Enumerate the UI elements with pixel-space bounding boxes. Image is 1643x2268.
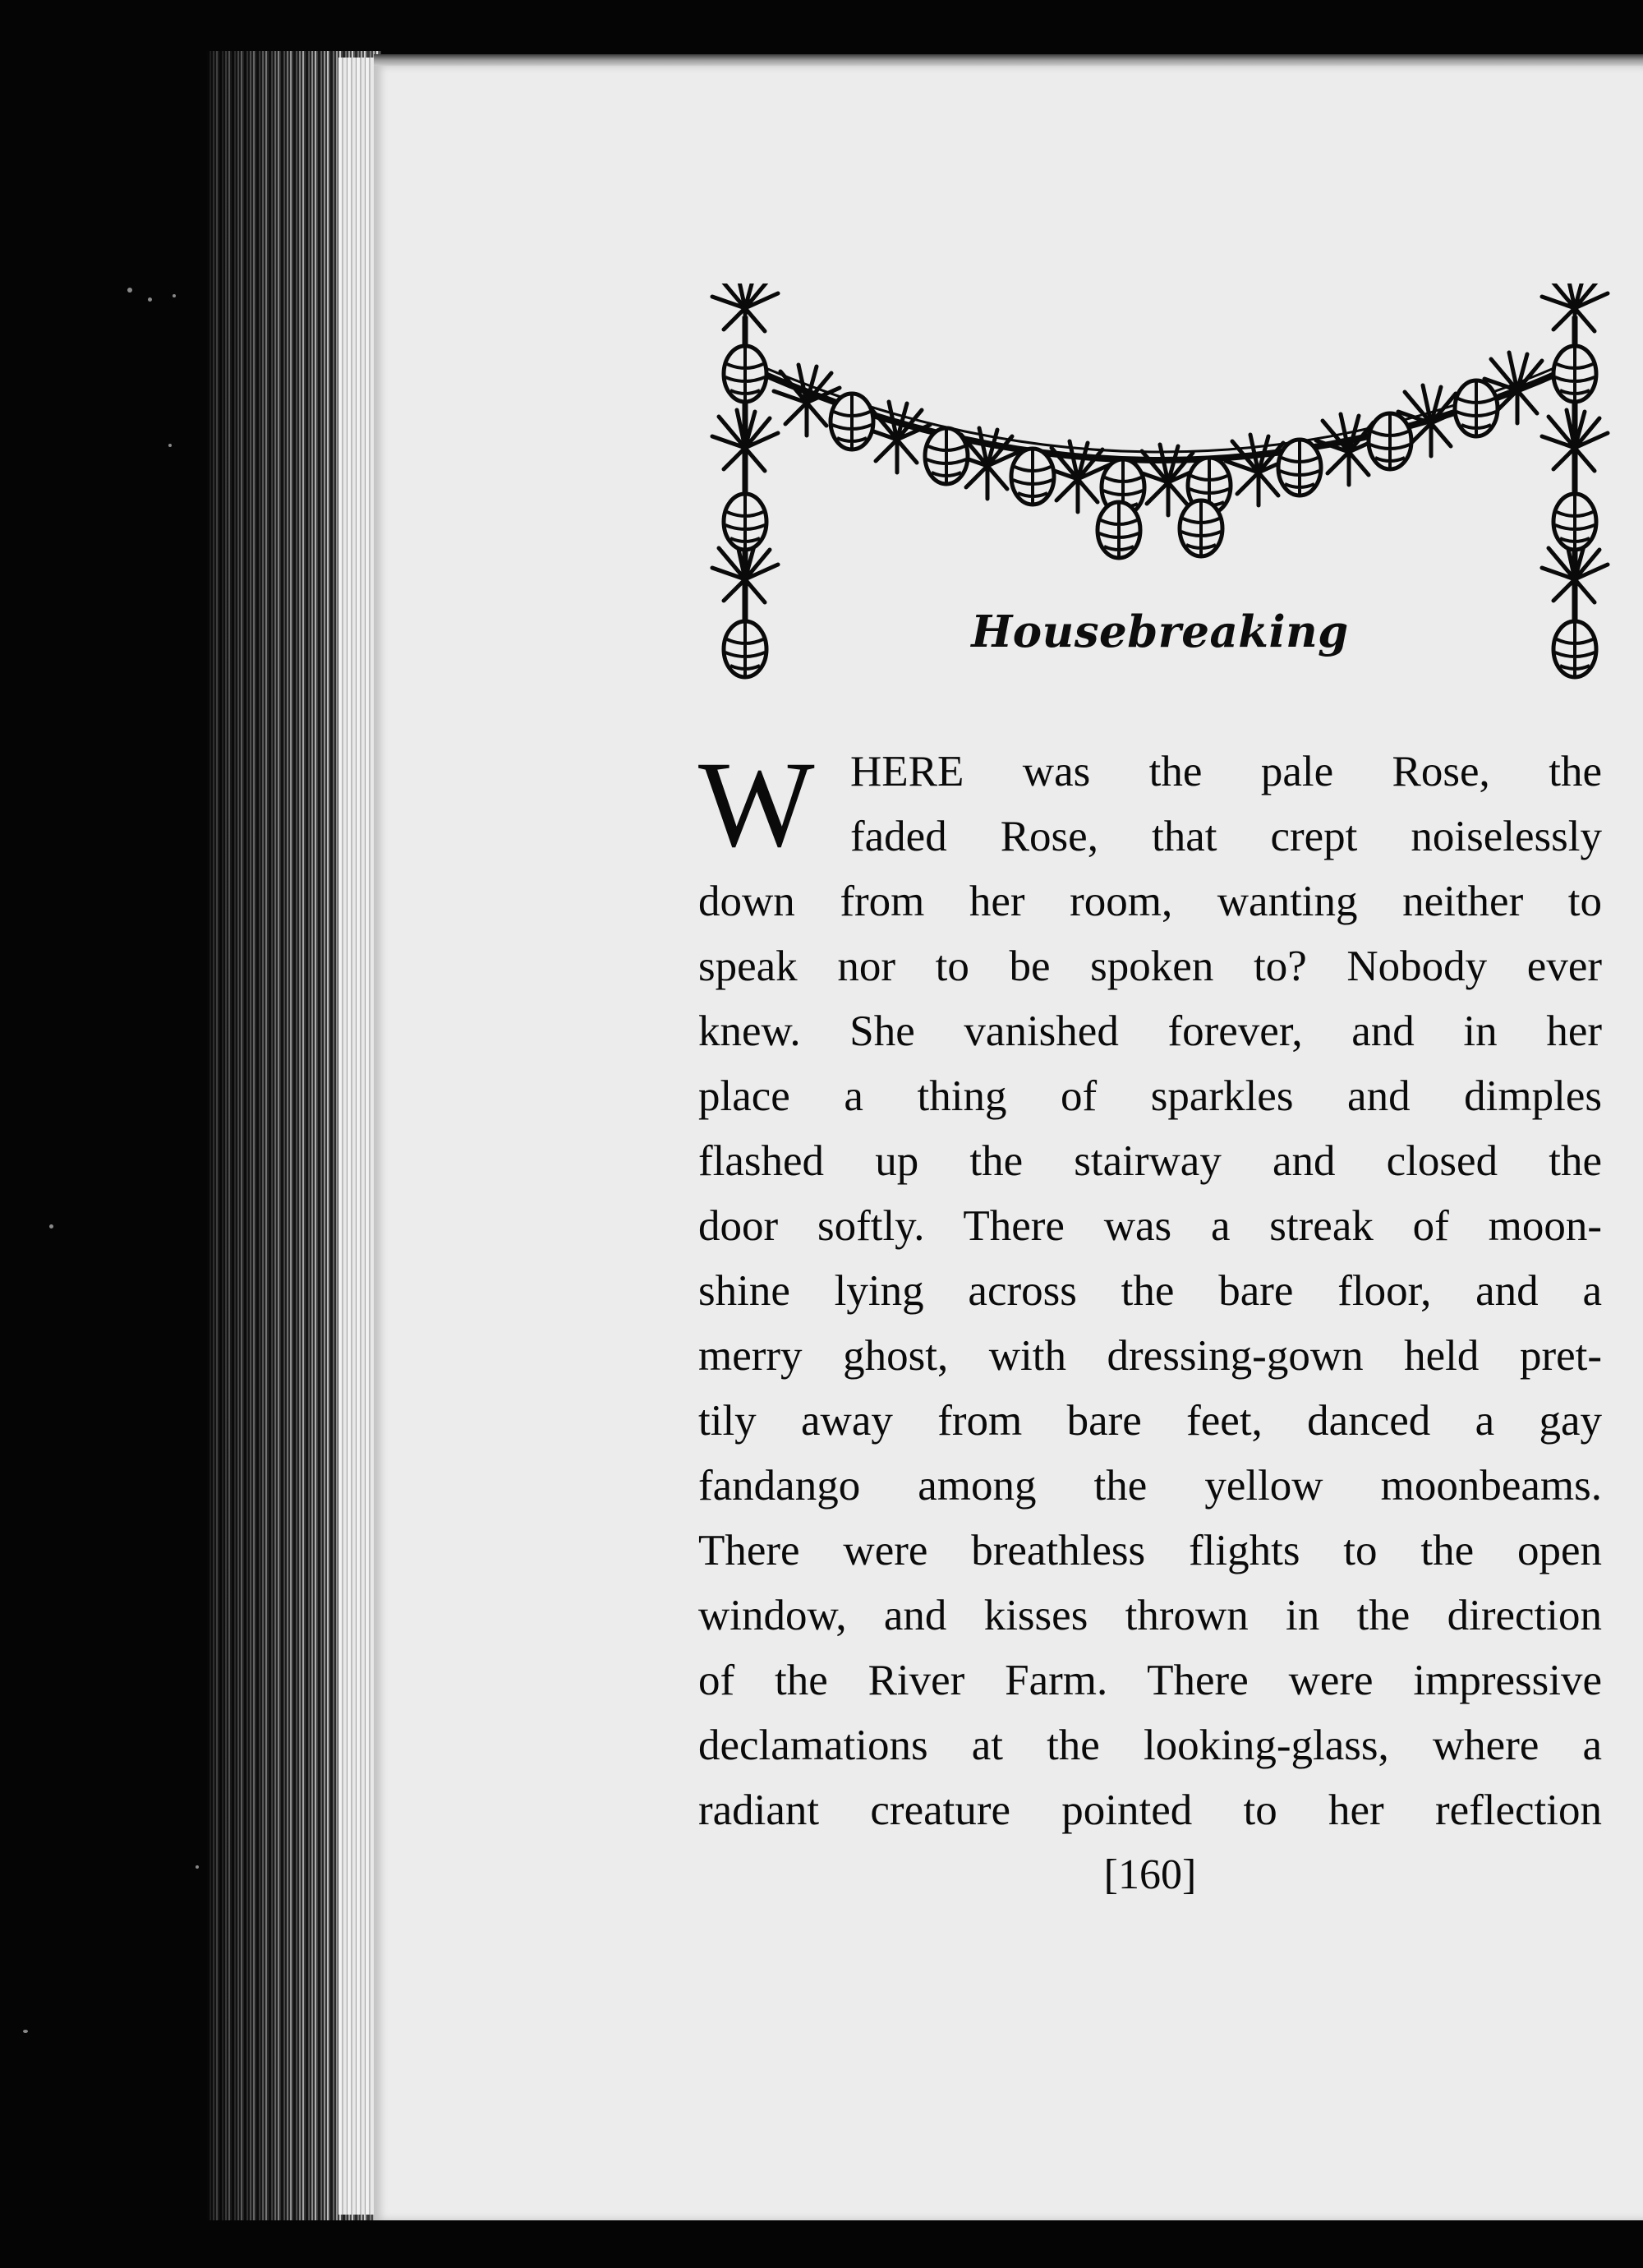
text-line: tily away from bare feet, danced a gay [698,1397,1602,1445]
page-number: [160] [1103,1851,1197,1898]
text-line: declamations at the looking-glass, where a [698,1722,1602,1769]
text-line: merry ghost, with dressing-gown held pret- [698,1332,1602,1380]
dust-speck [49,1224,53,1228]
text-line: place a thing of sparkles and dimples [698,1072,1602,1120]
text-line: There were breathless flights to the open [698,1527,1602,1574]
dust-speck [196,1865,199,1869]
body-text [698,736,1602,1843]
text-line: window, and kisses thrown in the direction [698,1592,1602,1639]
dust-speck [148,297,152,302]
text-line: fandango among the yellow moonbeams. [698,1462,1602,1510]
text-line: of the River Farm. There were impressive [698,1657,1602,1704]
text-line: down from her room, wanting neither to [698,878,1602,925]
dust-speck [23,2030,28,2033]
dust-speck [127,288,132,293]
scan-bottom-margin [207,2220,1643,2268]
text-line: knew. She vanished forever, and in her [698,1007,1602,1055]
text-line: speak nor to be spoken to? Nobody ever [698,943,1602,990]
text-line: door softly. There was a streak of moon- [698,1202,1602,1250]
drop-cap: W [698,736,815,873]
text-line: shine lying across the bare floor, and a [698,1267,1602,1315]
chapter-title: Housebreaking [971,606,1349,657]
dust-speck [168,444,172,447]
text-line: flashed up the stairway and closed the [698,1137,1602,1185]
text-line: HERE was the pale Rose, the [850,748,1602,795]
text-line: faded Rose, that crept noiselessly [850,813,1602,860]
page-edge-strip [338,58,375,2215]
text-line: radiant creature pointed to her reflection [698,1786,1602,1834]
dust-speck [173,294,176,297]
